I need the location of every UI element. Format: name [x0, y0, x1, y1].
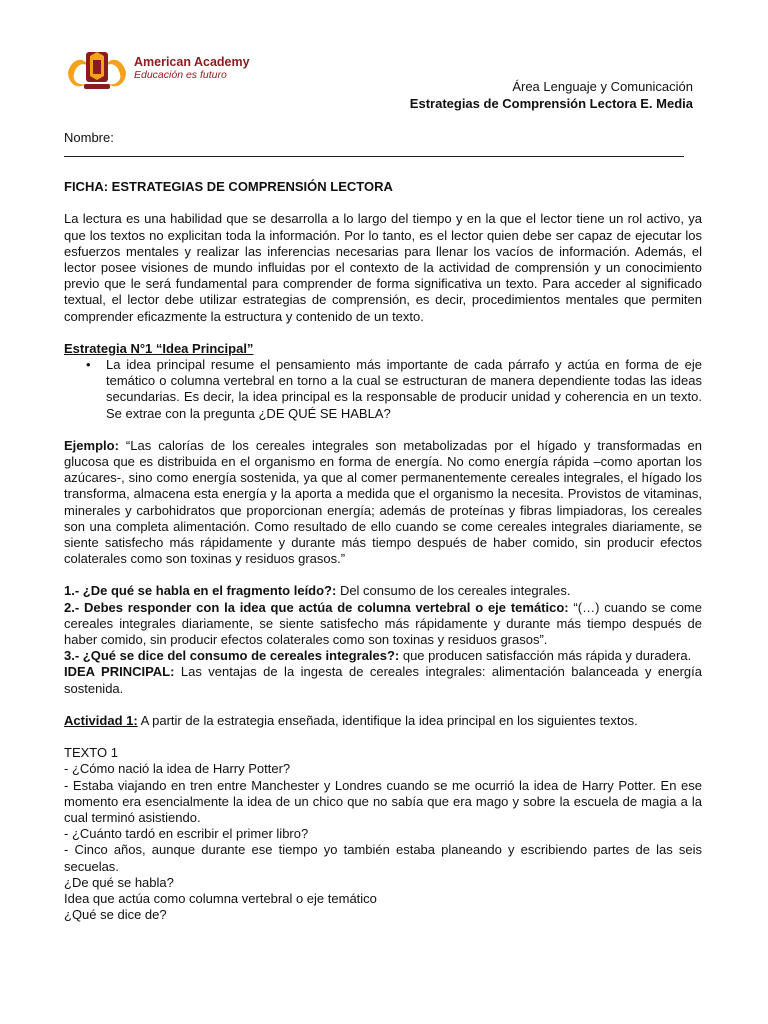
bullet-icon: •: [86, 357, 91, 373]
crest-logo-icon: [64, 46, 130, 94]
main-idea: [64, 664, 702, 696]
school-logo: [64, 46, 250, 94]
texto1-question: ¿De qué se habla?: [64, 874, 174, 890]
document-header: [410, 78, 693, 112]
subject-area: Área Lenguaje y Comunicación: [512, 79, 693, 94]
main-idea-label: IDEA PRINCIPAL:: [64, 664, 175, 680]
ficha-title: FICHA: ESTRATEGIAS DE COMPRENSIÓN LECTORA: [64, 179, 393, 195]
nombre-line: [64, 148, 684, 157]
nombre-label: Nombre:: [64, 130, 114, 145]
qa-item-2: [64, 600, 702, 649]
example-label: Ejemplo:: [64, 437, 119, 453]
example-paragraph: [64, 438, 702, 568]
answer-2: “(…) cuando se come cereales integrales diariamente, se siente satisfecho más rápidamente y durante más tiempo después de haber comido, sin producir efectos colaterales como son toxinas y residuos grasos”.: [64, 599, 702, 648]
texto1-line: - ¿Cómo nació la idea de Harry Potter?: [64, 761, 291, 777]
texto1-question: ¿Qué se dice de?: [64, 907, 167, 923]
school-name: American Academy: [134, 55, 250, 69]
texto1-question: Idea que actúa como columna vertebral o eje temático: [64, 890, 377, 906]
qa-item-1: [64, 583, 702, 599]
example-text: “Las calorías de los cereales integrales son metabolizadas por el hígado y transformadas en glucosa que es distribuida en el organismo en forma de energía. No como energía rápida –como aportan los azúcares-, sino como energía sostenida, ya que al comer permanentemente cereales integrales, el hígado los transforma, almacena esta energía y la aporta a medida que el organismo la necesita. Provistos de vitaminas, minerales y carbohidratos que proporcionan energía; además de proteínas y fibras limpiadoras, los cereales son una completa alimentación. Como resultado de ello cuando se come cereales integrales diariamente, se siente satisfecho más rápidamente y durante más tiempo después de haber comido, sin producir efectos colaterales como son toxinas y residuos grasos.”: [64, 437, 702, 567]
strategy-text: La idea principal resume el pensamiento más importante de cada párrafo y actúa en forma de eje temático o columna vertebral en torno a la cual se estructuran de manera dependiente todas las ideas secundarias. Es decir, la idea principal es la responsable de producir unidad y coherencia en un texto. Se extrae con la pregunta ¿DE QUÉ SE HABLA?: [106, 357, 702, 421]
texto1-title: TEXTO 1: [64, 745, 118, 761]
course-title: Estrategias de Comprensión Lectora E. Media: [409, 96, 693, 111]
answer-3: que producen satisfacción más rápida y duradera.: [399, 648, 692, 664]
question-3: 3.- ¿Qué se dice del consumo de cereales integrales?:: [64, 648, 400, 664]
answer-1: Del consumo de los cereales integrales.: [336, 583, 571, 599]
activity-label: Actividad 1:: [64, 712, 138, 728]
qa-item-3: [64, 648, 702, 664]
activity-text: A partir de la estrategia enseñada, identifique la idea principal en los siguientes textos.: [137, 712, 638, 728]
texto1-line: - Cinco años, aunque durante ese tiempo yo también estaba planeando y escribiendo partes de las seis secuelas.: [64, 842, 702, 874]
question-1: 1.- ¿De qué se habla en el fragmento leído?:: [64, 583, 337, 599]
activity-instruction: [64, 713, 702, 729]
school-tagline: Educación es futuro: [134, 69, 227, 81]
texto1-line: - ¿Cuánto tardó en escribir el primer libro?: [64, 826, 309, 842]
texto1-line: - Estaba viajando en tren entre Manchester y Londres cuando se me ocurrió la idea de Harry Potter. En ese momento era esencialmente la idea de un chico que no sabía que era mago y sobre la escuela de magia a la cual terminó asistiendo.: [64, 777, 702, 825]
intro-paragraph: La lectura es una habilidad que se desarrolla a lo largo del tiempo y en la que el lector tiene un rol activo, ya que los textos no explicitan toda la información. Por lo tanto, es el lector quien debe ser capaz de ejecutar los esfuerzos mentales y realizar las inferencias necesarias para llenar los vacíos de información. Además, el lector posee visiones de mundo influidas por el contexto de la actividad de comprensión y un conocimiento previo que le será fundamental para comprender de forma significativa un texto. Para acceder al significado textual, el lector debe utilizar estrategias de comprensión, es decir, procedimientos mentales que permiten comprender eficazmente la estructura y contenido de un texto.: [64, 211, 702, 324]
main-idea-text: Las ventajas de la ingesta de cereales integrales: alimentación balanceada y energía sostenida.: [64, 664, 702, 696]
question-2: 2.- Debes responder con la idea que actúa de columna vertebral o eje temático:: [64, 599, 569, 615]
document-body: [64, 130, 702, 923]
strategy-bullet-item: [64, 357, 702, 422]
strategy-title: Estrategia N°1 “Idea Principal”: [64, 340, 254, 356]
